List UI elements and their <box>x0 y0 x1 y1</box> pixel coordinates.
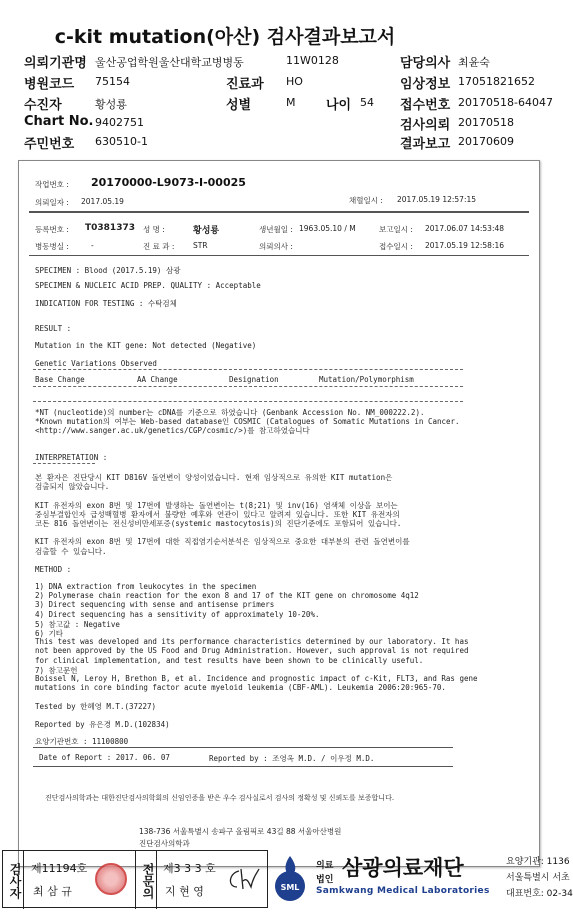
reg-no: T0381373 <box>85 223 135 233</box>
header-label: 임상정보 <box>400 77 451 92</box>
divider <box>33 386 463 387</box>
method-line: 1) DNA extraction from leukocytes in the specimen <box>35 582 257 591</box>
header-value: 울산공업학원울산대학교병병동 <box>95 56 244 69</box>
inspector-name: 최 삼 규 <box>33 885 72 898</box>
method-line: 3) Direct sequencing with sense and antisense primers <box>35 600 275 610</box>
specimen: SPECIMEN : Blood (2017.5.19) 삼광 <box>35 266 181 275</box>
header-value: 17051821652 <box>458 75 535 88</box>
org-name: 삼광의료재단 <box>342 856 464 880</box>
header-value: 9402751 <box>95 116 144 129</box>
divider <box>33 401 463 402</box>
address: 138-736 서울특별시 송파구 올림픽로 43길 88 서울아산병원 <box>139 827 342 836</box>
note-line: *Known mutation의 여부는 Web-based database인 COSMIC (Catalogues of Somatic Mutations in Cancer. <box>35 417 460 426</box>
divider <box>33 766 453 767</box>
ward: - <box>91 241 94 250</box>
report-dt: 2017.06.07 14:53:48 <box>425 224 505 233</box>
interp-line: 검출되지 않았습니다. <box>35 482 110 492</box>
method-line: Boissel N, Leroy H, Brethon B, et al. Incidence and prognostic impact of c-Kit, FLT3, and Ras gene <box>35 674 478 683</box>
reg-label: 등록번호 : <box>35 225 69 234</box>
specialist-name: 지 현 영 <box>165 885 204 898</box>
header-label: Chart No. <box>24 114 94 129</box>
quality: SPECIMEN & NUCLEIC ACID PREP. QUALITY : Acceptable <box>35 281 261 290</box>
header-label: 의뢰기관명 <box>24 56 87 71</box>
receipt-label: 접수일시 : <box>379 242 413 251</box>
org-tag-2: 법인 <box>316 875 334 885</box>
doctor-label: 의뢰의사 : <box>259 242 293 251</box>
ward-label: 병동병실 : <box>35 242 69 251</box>
header-value: 황성룡 <box>95 98 127 111</box>
interp-line: KIT 유전자의 exon 8번 및 17번에 대한 직접염기순서분석은 임상적으로 중요한 대부분의 관련 돌연변이를 <box>35 537 410 547</box>
header-value: 11W0128 <box>286 54 339 67</box>
header-label: 담당의사 <box>400 56 451 71</box>
collect: 2017.05.19 12:57:15 <box>397 195 477 204</box>
scanned-report <box>18 160 540 867</box>
header-label: 병원코드 <box>24 77 75 92</box>
org-info-2: 서울특별시 서초 <box>506 873 570 883</box>
header-value: HO <box>286 75 303 88</box>
col-designation: Designation <box>229 375 279 384</box>
reported-by: Reported by 유은경 M.D.(102834) <box>35 720 170 729</box>
divider <box>33 369 463 370</box>
interp-label: INTERPRETATION : <box>35 453 108 462</box>
reported-by-doctors: Reported by : 조영옥 M.D. / 이우정 M.D. <box>209 754 375 763</box>
method-label: METHOD : <box>35 565 72 574</box>
header-value: 20170518-64047 <box>458 96 553 109</box>
header-label: 주민번호 <box>24 137 75 152</box>
collect-label: 채혈일시 : <box>349 196 383 205</box>
receipt: 2017.05.19 12:58:16 <box>425 241 505 250</box>
org-english: Samkwang Medical Laboratories <box>316 886 490 896</box>
method-line: 5) 참고값 : Negative <box>35 619 120 629</box>
specialist-no: 제3 3 3 호 <box>163 862 216 875</box>
method-line: 2) Polymerase chain reaction for the exon 8 and 17 of the KIT gene on chromosome 4q12 <box>35 591 419 601</box>
institution-code: 요양기관번호 : 11100800 <box>35 737 129 746</box>
header-label: 검사의뢰 <box>400 118 451 133</box>
method-line: This test was developed and its performance characteristics determined by our laboratory. It has <box>35 637 469 647</box>
divider <box>33 463 95 464</box>
divider <box>33 747 453 748</box>
header-value: 최윤숙 <box>458 56 490 69</box>
indication: INDICATION FOR TESTING : 수탁검체 <box>35 299 177 308</box>
signature-box <box>2 850 268 908</box>
method-line: 7) 참고문헌 <box>35 665 78 675</box>
org-info-1: 요양기관: 1136 <box>506 857 570 867</box>
header-label: 결과보고 <box>400 137 451 152</box>
header-value: 20170518 <box>458 116 514 129</box>
report-label: 보고일시 : <box>379 225 413 234</box>
divider <box>29 211 529 213</box>
signature <box>225 865 261 893</box>
col-mutation: Mutation/Polymorphism <box>319 375 414 384</box>
method-line: mutations in core binding factor acute myeloid leukemia (CBF-AML). Leukemia 2006:20:965-70. <box>35 683 446 693</box>
inspector-no: 제11194호 <box>31 862 88 875</box>
header-label: 나이 <box>326 98 352 113</box>
method-line: not been approved by the US Food and Drug Administration. However, such approval is not required <box>35 646 469 656</box>
header-value: M <box>286 96 296 109</box>
certification: 진단검사의학과는 대한진단검사의학회의 신임인증을 받은 우수 검사실로서 검사의 정확성 및 신뢰도를 보증합니다. <box>45 794 395 802</box>
specialist-label: 전문의 <box>135 851 157 909</box>
col-base-change: Base Change <box>35 375 85 384</box>
dept: STR <box>193 241 208 250</box>
page-title: c-kit mutation(아산) 검사결과보고서 <box>54 26 396 48</box>
header-label: 진료과 <box>226 77 264 92</box>
header-label: 수진자 <box>24 98 62 113</box>
header-value: 75154 <box>95 75 130 88</box>
interp-line: KIT 유전자의 exon 8번 및 17번에 발생하는 돌연변이는 t(8;21) 및 inv(16) 염색체 이상을 보이는 <box>35 500 398 510</box>
work-no: 20170000-L9073-I-00025 <box>91 176 246 189</box>
header-value: 630510-1 <box>95 135 148 148</box>
logo-text: SML <box>280 883 300 892</box>
header-label: 성별 <box>226 98 252 113</box>
org-info-3: 대표번호: 02-34 <box>506 889 573 899</box>
mutation-line: Mutation in the KIT gene: Not detected (Negative) <box>35 341 257 350</box>
seal-stamp <box>95 863 127 895</box>
method-line: 6) 기타 <box>35 629 64 638</box>
col-aa-change: AA Change <box>137 375 178 384</box>
sml-logo-icon <box>270 852 312 902</box>
req-date-label: 의뢰일자 : <box>35 198 69 207</box>
method-line: 4) Direct sequencing has a sensitivity of approximately 10-20%. <box>35 609 320 619</box>
result-label: RESULT : <box>35 324 72 333</box>
tested-by: Tested by 한혜영 M.T.(37227) <box>35 702 157 711</box>
org-tag-1: 의료 <box>316 861 334 871</box>
interp-line: 코돈 816 돌연변이는 전신성비만세포증(systemic mastocytosis)의 진단기준에도 포함되어 있습니다. <box>35 519 402 528</box>
gv-label: Genetic Variations Observed <box>35 359 157 368</box>
birth-label: 생년월일 : <box>259 225 293 234</box>
lab-footer <box>270 850 573 906</box>
note-line: <http://www.sanger.ac.uk/genetics/CGP/cosmic/>)를 참고하였습니다 <box>35 426 310 435</box>
interp-line: 중심부결합인자 급성백혈병 환자에서 불량한 예후와 연관이 있다고 알려져 있습니다. 또한 KIT 유전자의 <box>35 509 400 519</box>
patient-name: 황성룡 <box>193 226 220 236</box>
interp-line: 본 환자은 진단당시 KIT D816V 돌연변이 양성이었습니다. 현재 임상적으로 유의한 KIT mutation은 <box>35 473 393 482</box>
method-line: for clinical implementation, and test results have been shown to be clinically useful. <box>35 655 424 665</box>
interp-line: 검출할 수 있습니다. <box>35 546 107 556</box>
header-value: 54 <box>360 96 374 109</box>
req-date: 2017.05.19 <box>81 197 124 206</box>
header-label: 접수번호 <box>400 98 451 113</box>
birth: 1963.05.10 / M <box>299 224 356 233</box>
header-value: 20170609 <box>458 135 514 148</box>
divider <box>29 255 529 256</box>
dept-footer: 진단검사의학과 <box>139 839 190 848</box>
inspector-label: 검사자 <box>3 851 24 909</box>
work-no-label: 작업번호 : <box>35 180 69 189</box>
name-label: 성 명 : <box>143 225 165 234</box>
note-line: *NT (nucleotide)의 number는 cDNA를 기준으로 하였습니다 (Genbank Accession No. NM_000222.2). <box>35 408 425 417</box>
date-of-report: Date of Report : 2017. 06. 07 <box>39 753 170 762</box>
dept-label: 진 료 과 : <box>143 242 175 251</box>
